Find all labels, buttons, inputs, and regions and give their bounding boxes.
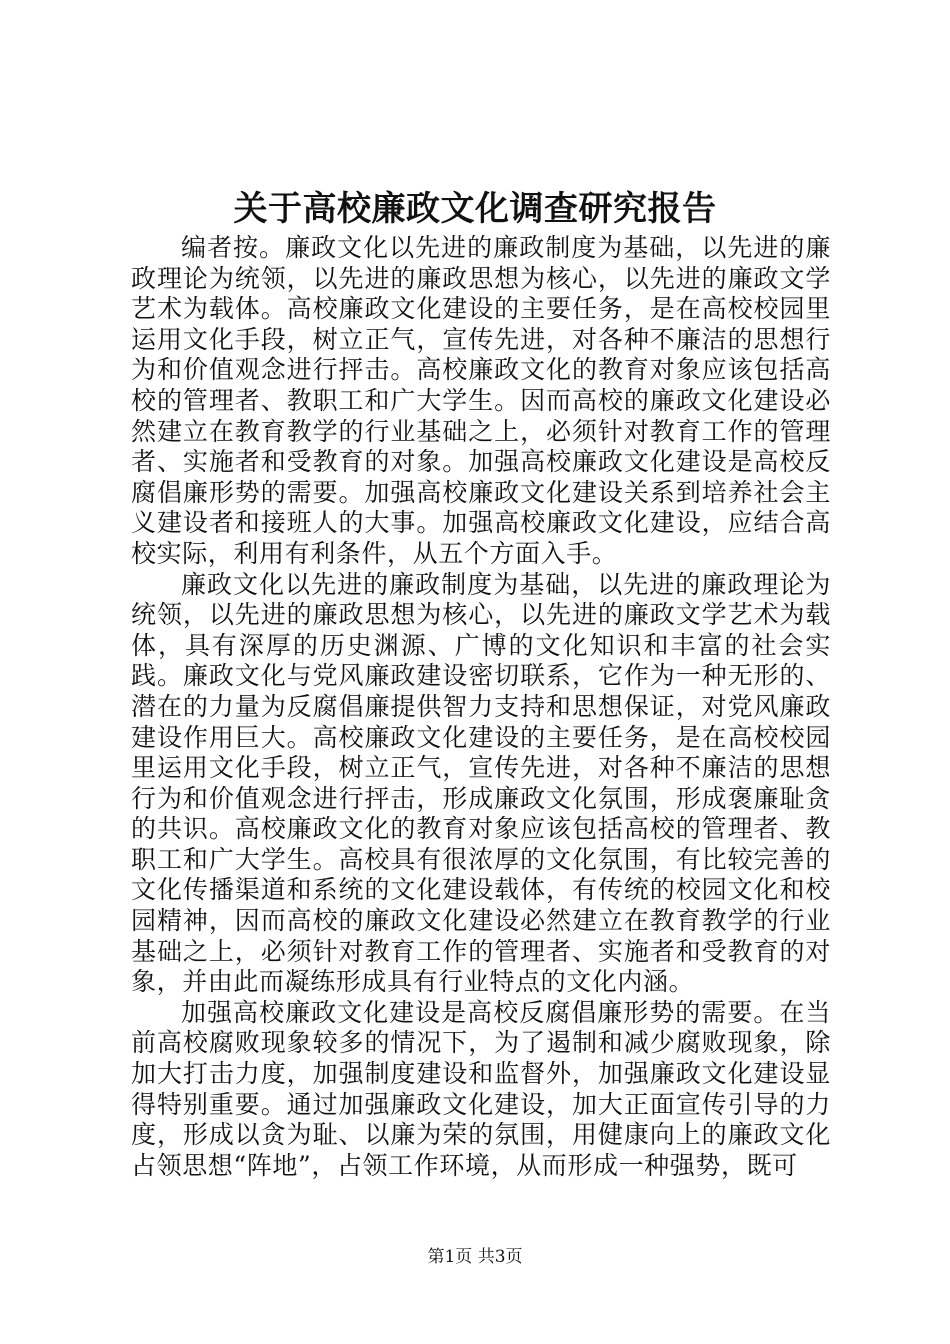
paragraph-integrity-culture: 廉政文化以先进的廉政制度为基础，以先进的廉政理论为统领，以先进的廉政思想为核心，以先进的廉政文学艺术为载体，具有深厚的历史渊源、广博的文化知识和丰富的社会实践。廉政文化与党风廉政建设密切联系，它作为一种无形的、潜在的力量为反腐倡廉提供智力支持和思想保证，对党风廉政建设作用巨大。高校廉政文化建设的主要任务，是在高校校园里运用文化手段，树立正气，宣传先进，对各种不廉洁的思想行为和价值观念进行抨击，形成廉政文化氛围，形成褒廉耻贪的共识。高校廉政文化的教育对象应该包括高校的管理者、教职工和广大学生。高校具有很浓厚的文化氛围，有比较完善的文化传播渠道和系统的文化建设载体，有传统的校园文化和校园精神，因而高校的廉政文化建设必然建立在教育教学的行业基础之上，必须针对教育工作的管理者、实施者和受教育的对象，并由此而凝练形成具有行业特点的文化内涵。 [131,569,831,997]
page-footer: 第1页 共3页 [427,1247,523,1267]
paragraph-anti-corruption: 加强高校廉政文化建设是高校反腐倡廉形势的需要。在当前高校腐败现象较多的情况下，为了遏制和减少腐败现象，除加大打击力度，加强制度建设和监督外，加强廉政文化建设显得特别重要。通过加强廉政文化建设，加大正面宣传引导的力度，形成以贪为耻、以廉为荣的氛围，用健康向上的廉政文化占领思想“阵地”，占领工作环境，从而形成一种强势，既可 [131,997,831,1180]
document-body [131,233,831,1181]
paragraph-editor-note: 编者按。廉政文化以先进的廉政制度为基础，以先进的廉政理论为统领，以先进的廉政思想为核心，以先进的廉政文学艺术为载体。高校廉政文化建设的主要任务，是在高校校园里运用文化手段，树立正气，宣传先进，对各种不廉洁的思想行为和价值观念进行抨击。高校廉政文化的教育对象应该包括高校的管理者、教职工和广大学生。因而高校的廉政文化建设必然建立在教育教学的行业基础之上，必须针对教育工作的管理者、实施者和受教育的对象。加强高校廉政文化建设是高校反腐倡廉形势的需要。加强高校廉政文化建设关系到培养社会主义建设者和接班人的大事。加强高校廉政文化建设，应结合高校实际，利用有利条件，从五个方面入手。 [131,233,831,568]
document-title: 关于高校廉政文化调查研究报告 [233,189,717,229]
